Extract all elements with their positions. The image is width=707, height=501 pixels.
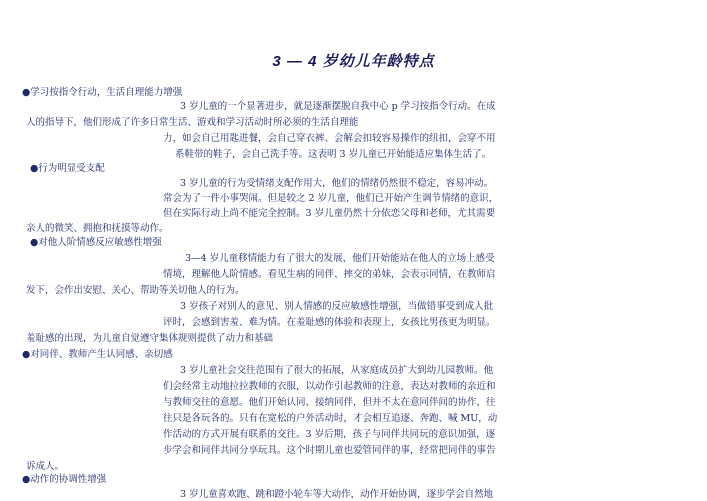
paragraph-line: 与教师交往的意愿。他们开始认同、接纳同伴，但并不太在意同伴间的协作，往 [163, 397, 496, 408]
section-heading: ●对他人阶情感反应敏感性增强 [30, 237, 162, 248]
paragraph-line: 往只是各玩各的。只有在宽松的户外活动时，才会相互追逐、奔跑、喊 MU，动 [163, 413, 498, 424]
page-title: 3 — 4 岁幼儿年龄特点 [272, 53, 435, 70]
paragraph-line: 作活动的方式开展有联系的交往。3 岁后期，孩子与同伴共同玩的意识加强，逐 [163, 429, 496, 440]
paragraph-line: 3 岁孩子对别人的意见、别人情感的反应敏感性增强，当做错事受到成人批 [180, 301, 494, 312]
paragraph-line: 常会为了一件小事哭闹。但是较之 2 岁儿童，他们已开始产生调节情绪的意识， [163, 193, 499, 204]
paragraph-line: 羞耻感的出现，为儿童自觉遵守集体规则提供了动力和基础 [26, 333, 274, 344]
paragraph-line: 3 岁儿童的行为受情绪支配作用大，他们的情绪仍然很不稳定，容易冲动。 [180, 178, 494, 189]
section-heading: ●动作的协调性增强 [22, 474, 107, 485]
paragraph-line: 人的指导下，他们形成了许多日常生活、游戏和学习活动时所必须的生活自理能 [26, 117, 359, 128]
paragraph-line: 系鞋带的鞋子，会自己洗手等。这表明 3 岁儿童已开始能适应集体生活了。 [175, 149, 492, 160]
paragraph-line: 3 岁儿童的一个显著进步，就是逐渐摆脱自我中心 p 学习按指令行动。在成 [180, 101, 496, 112]
paragraph-line: 情境，理解他人阶情感。看见生病的同伴、摔交的弟妹，会表示同情，在教师启 [163, 269, 496, 280]
paragraph-line: 诉成人。 [26, 461, 65, 472]
section-heading: ●对同伴、教师产生认同感、亲切感 [22, 349, 173, 360]
paragraph-line: 3 岁儿童喜欢跑、跳和蹬小轮车等大动作，动作开始协调，逐步学会自然地 [180, 489, 494, 500]
section-heading: ●学习按指令行动，生活自理能力增强 [22, 87, 183, 98]
paragraph-line: 亲人的微笑、拥抱和抚摸等动作。 [26, 223, 169, 234]
paragraph-line: 评时，会感到害羞、难为情。在羞耻感的体验和表现上，女孩比男孩更为明显。 [163, 317, 496, 328]
paragraph-line: 力，如会自己用匙进餐，会自己穿衣裤、会解会扣较容易操作的纽扣，会穿不用 [163, 133, 496, 144]
paragraph-line: 3 岁儿童社会交往范围有了很大的拓展，从家庭成员扩大到幼儿园教师。他 [180, 365, 494, 376]
section-heading: ●行为明显受支配 [30, 163, 105, 174]
paragraph-line: 但在实际行动上尚不能完全控制。3 岁儿童仍然十分依恋父母和老师，尤其需要 [163, 208, 496, 219]
paragraph-line: 发下，会作出安慰、关心、帮助等关切他人的行为。 [26, 285, 245, 296]
paragraph-line: 们会经常主动地拉拉教师的衣服，以动作引起教师的注意，表达对教师的亲近和 [163, 381, 496, 392]
paragraph-line: 步学会和同伴共同分享玩具。这个时期儿童也爱管同伴的事，经常把同伴的事告 [163, 445, 496, 456]
paragraph-line: 3—4 岁儿童移情能力有了很大的发展，他们开始能站在他人的立场上感受 [185, 253, 495, 264]
